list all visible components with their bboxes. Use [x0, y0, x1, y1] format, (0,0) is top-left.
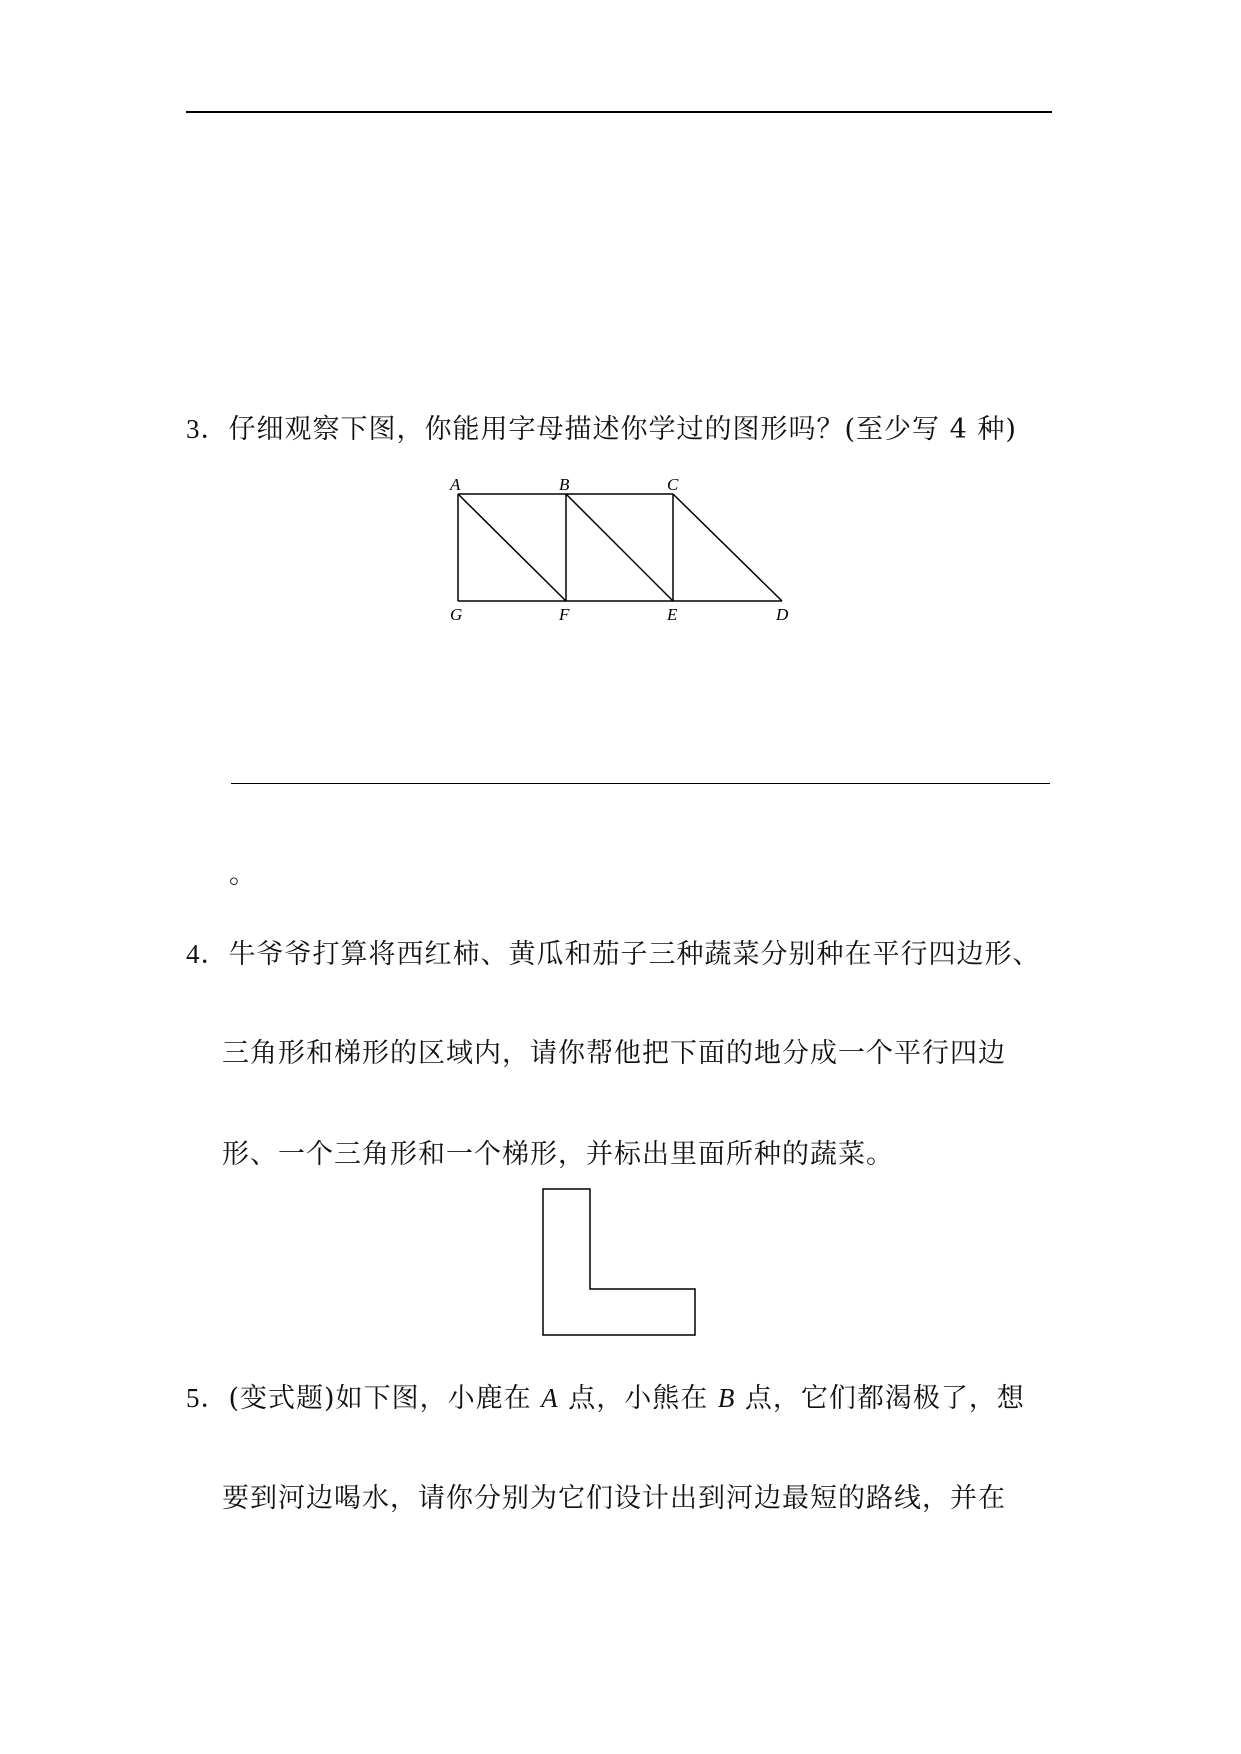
- question-4-number: 4．: [186, 939, 229, 969]
- figure-l-shaped-plot: [540, 1186, 700, 1346]
- segment-be: [566, 494, 673, 601]
- figure-trapezoid-grid: [440, 470, 800, 630]
- question-4-line-2: 三角形和梯形的区域内，请你帮他把下面的地分成一个平行四边: [222, 1038, 1006, 1069]
- question-3-number: 3．: [186, 414, 229, 444]
- point-a: A: [541, 1383, 559, 1413]
- question-5-line-2: 要到河边喝水，请你分别为它们设计出到河边最短的路线，并在: [222, 1483, 1006, 1514]
- question-3: [186, 412, 1017, 447]
- label-g: G: [450, 605, 463, 624]
- segment-af: [458, 494, 566, 601]
- label-c: C: [667, 475, 679, 494]
- label-d: D: [776, 605, 789, 624]
- label-e: E: [667, 605, 678, 624]
- label-a: A: [450, 475, 461, 494]
- answer-period: 。: [229, 859, 257, 890]
- question-5-number: 5．: [186, 1383, 229, 1413]
- question-5-line-1: 5．(变式题)如下图，小鹿在 A 点，小熊在 B 点，它们都渴极了，想: [186, 1383, 1025, 1414]
- label-b: B: [559, 475, 570, 494]
- label-f: F: [559, 605, 570, 624]
- question-4-line-1: 4．牛爷爷打算将西红柿、黄瓜和茄子三种蔬菜分别种在平行四边形、: [186, 939, 1041, 970]
- question-4-line-3: 形、一个三角形和一个梯形，并标出里面所种的蔬菜。: [222, 1139, 894, 1170]
- question-3-text: 仔细观察下图，你能用字母描述你学过的图形吗？(至少写 4 种): [228, 414, 1017, 445]
- answer-line[interactable]: [231, 783, 1050, 784]
- top-rule: [186, 111, 1052, 113]
- segment-cd: [673, 494, 782, 601]
- point-b: B: [717, 1383, 736, 1413]
